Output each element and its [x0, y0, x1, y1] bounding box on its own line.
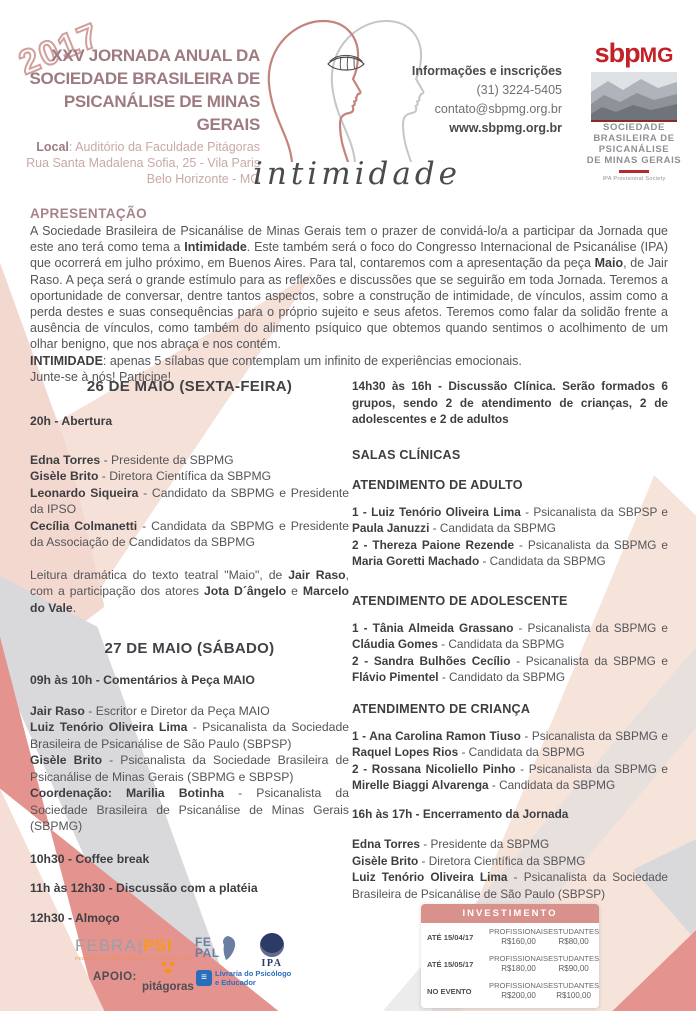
venue-value: : Auditório da Faculdade Pitágoras	[68, 140, 260, 154]
presentation-section	[30, 206, 668, 385]
book-icon: ≡	[196, 970, 212, 986]
schedule-left-column	[30, 372, 349, 926]
sbpmg-logo-name	[585, 40, 683, 71]
febrapsi-subtitle: FEDERAÇÃO BRASILEIRA DE PSICANÁLISE	[75, 957, 193, 962]
professionals-cell	[489, 981, 548, 1001]
speaker-line: Jair Raso - Escritor e Diretor da Peça MAIO	[30, 703, 270, 718]
sbpmg-tagline: IPA Provisional Society	[602, 176, 666, 182]
cell-title: ESTUDANTES	[548, 981, 600, 990]
atendimento-adulto-heading: ATENDIMENTO DE ADULTO	[352, 477, 523, 492]
day1-time-opening: 20h - Abertura	[30, 414, 113, 428]
sbpmg-line-1: SOCIEDADE	[603, 122, 665, 133]
investment-table	[421, 904, 599, 1008]
investment-row-label: NO EVENTO	[427, 986, 472, 996]
speaker-line: Coordenação: Marilia Botinha - Psicanalista da Sociedade Brasileira de Psicanálise de Minas Gerais (SBPMG)	[30, 786, 349, 833]
apoio-label: APOIO:	[93, 971, 137, 983]
presentation-paragraph: A Sociedade Brasileira de Psicanálise de Minas Gerais tem o prazer de convidá-lo/a a participar da Jornada que este ano terá como tema a Intimidade. Este também será o foco do Congresso Internacional de Psicanálise (IPA) que ocorrerá em julho próximo, em Buenos Aires. Para tal, contaremos com a apresentação da peça Maio, de Jair Raso. A peça será o grande estímulo para as reflexões e discussões que se seguirão em toda Jornada. Teremos a oportunidade de conversar, dentre tantos aspectos, sobre a construção de intimidade, de vínculos, assim como a perda destes e suas consequências para o próprio sujeito e seus afetos. Teremos como falar da solidão frente a ausência de vínculos, como também do alimento psíquico que obtemos quando sentimos o acolhimento de um olhar benigno, que nos abraça e nos contém.	[30, 224, 668, 352]
day2-time-discussion: 11h às 12h30 - Discussão com a platéia	[30, 881, 258, 895]
cell-value: R$160,00	[501, 937, 536, 946]
clinic-room-line: 1 - Tânia Almeida Grassano - Psicanalista da SBPMG e Cláudia Gomes - Candidata da SBPMG	[352, 620, 668, 651]
pitagoras-logo	[142, 961, 194, 993]
cell-title: PROFISSIONAIS	[489, 927, 549, 936]
closing-time-line: 16h às 17h - Encerramento da Jornada	[352, 806, 569, 821]
clinic-room-line: 1 - Luiz Tenório Oliveira Lima - Psicanalista da SBPSP e Paula Januzzi - Candidata da SBPMG	[352, 504, 668, 535]
febrapsi-suffix: PSI	[143, 936, 173, 955]
investment-row	[421, 950, 599, 977]
title-line-2: SOCIEDADE BRASILEIRA DE	[29, 69, 260, 88]
atendimento-crianca-heading: ATENDIMENTO DE CRIANÇA	[352, 701, 531, 716]
join-line: Junte-se à nós! Participe!	[30, 369, 172, 384]
livraria-label: Livraria do Psicólogo e Educador	[215, 969, 292, 987]
venue-line	[14, 139, 260, 155]
investment-row-label: ATÉ 15/04/17	[427, 932, 474, 942]
title-line-3: PSICANÁLISE DE MINAS GERAIS	[63, 92, 260, 134]
febrapsi-88-mark: 8 8	[137, 940, 143, 956]
pitagoras-label: pitágoras	[142, 981, 194, 993]
speaker-line: Edna Torres - Presidente da SBPMG	[30, 452, 234, 467]
students-cell	[548, 954, 599, 974]
investment-row-label: ATÉ 15/05/17	[427, 959, 474, 969]
fepal-letters: FE PAL	[195, 935, 220, 960]
day2-time-coffee: 10h30 - Coffee break	[30, 851, 150, 866]
day2-time-lunch: 12h30 - Almoço	[30, 910, 120, 925]
ipa-logo	[260, 933, 284, 969]
contact-title: Informações e inscrições	[411, 64, 562, 78]
address-line-2: Belo Horizonte - MG	[146, 172, 260, 186]
cell-value: R$80,00	[558, 937, 589, 946]
day2-heading: 27 DE MAIO (SÁBADO)	[104, 640, 275, 657]
south-america-map-icon	[220, 936, 236, 960]
day1-heading: 26 DE MAIO (SEXTA-FEIRA)	[86, 378, 293, 395]
mountains-icon	[591, 72, 677, 122]
speaker-line: Leonardo Siqueira - Candidato da SBPMG e Presidente da IPSO	[30, 485, 350, 516]
clinical-discussion-block: 14h30 às 16h - Discussão Clínica. Serão formados 6 grupos, sendo 2 de atendimento de crianças, 2 de adolescentes e 2 de adultos	[352, 379, 668, 426]
speaker-line: Gisèle Brito - Diretora Científica da SBPMG	[30, 469, 272, 483]
contact-website: www.sbpmg.org.br	[449, 121, 562, 135]
cell-title: PROFISSIONAIS	[489, 954, 549, 963]
leitura-paragraph: Leitura dramática do texto teatral "Maio", de Jair Raso, com a participação dos atores Jota D´ângelo e Marcelo do Vale.	[30, 567, 350, 615]
sbpmg-name-upper: MG	[639, 44, 674, 67]
intimidade-line: INTIMIDADE: apenas 5 sílabas que contemplam um infinito de experiências emocionais.	[30, 353, 522, 368]
day2-time-comments: 09h às 10h - Comentários à Peça MAIO	[30, 673, 255, 687]
sbpmg-line-4: DE MINAS GERAIS	[586, 155, 682, 166]
event-title-block	[14, 44, 260, 187]
fepal-logo	[195, 936, 236, 960]
clinic-room-line: 2 - Thereza Paione Rezende - Psicanalista da SBPMG e Maria Goretti Machado - Candidata da SBPMG	[352, 537, 668, 568]
febrapsi-prefix: FEBRA	[75, 936, 137, 955]
theme-word: intimidade	[252, 156, 462, 192]
closing-speaker-line: Gisèle Brito - Diretora Científica da SBPMG	[352, 853, 586, 868]
febrapsi-logo	[75, 936, 192, 962]
ipa-emblem-icon	[260, 933, 284, 957]
investment-row	[421, 977, 599, 1008]
atendimento-adolescente-heading: ATENDIMENTO DE ADOLESCENTE	[352, 593, 568, 608]
clinic-room-line: 2 - Rossana Nicoliello Pinho - Psicanalista da SBPMG e Mirelle Biaggi Alvarenga - Candidata da SBPMG	[352, 761, 668, 792]
professionals-cell	[489, 954, 548, 974]
livraria-logo	[196, 969, 291, 987]
speaker-line: Luiz Tenório Oliveira Lima - Psicanalista da Sociedade Brasileira de Psicanálise de São Paulo (SBPSP)	[30, 720, 349, 751]
cell-title: ESTUDANTES	[548, 927, 600, 936]
address-line-1: Rua Santa Madalena Sofia, 25 - Vila Paris	[26, 156, 260, 170]
contact-block	[396, 62, 562, 138]
students-cell	[548, 981, 599, 1001]
sbpmg-red-rule	[619, 170, 649, 173]
cell-title: ESTUDANTES	[548, 954, 600, 963]
sbpmg-line-2: BRASILEIRA DE	[593, 133, 675, 144]
investment-row	[421, 923, 599, 950]
venue-label: Local	[36, 140, 69, 154]
speaker-line: Gisèle Brito - Psicanalista da Sociedade Brasileira de Psicanálise de Minas Gerais (SBPMG e SBPSP)	[30, 753, 349, 784]
clinic-room-line: 2 - Sandra Bulhões Cecílio - Psicanalista da SBPMG e Flávio Pimentel - Candidato da SBPMG	[352, 653, 668, 684]
salas-clinicas-heading: SALAS CLÍNICAS	[352, 447, 461, 462]
speaker-line: Cecília Colmanetti - Candidata da SBPMG e Presidente da Associação de Candidatos da SBPMG	[30, 518, 350, 549]
presentation-heading: APRESENTAÇÃO	[30, 206, 148, 221]
cell-value: R$180,00	[501, 964, 536, 973]
professionals-cell	[489, 927, 548, 947]
cell-value: R$200,00	[501, 991, 536, 1000]
sbpmg-logo	[585, 40, 683, 182]
students-cell	[548, 927, 599, 947]
sbpmg-name-lower: sbp	[594, 38, 640, 68]
contact-phone: (31) 3224-5405	[476, 83, 562, 97]
investment-table-header: INVESTIMENTO	[421, 904, 599, 923]
year-outline-text: 2017	[13, 15, 106, 83]
clinic-room-line: 1 - Ana Carolina Ramon Tiuso - Psicanalista da SBPMG e Raquel Lopes Rios - Candidata da SBPMG	[352, 728, 668, 759]
ipa-label: IPA	[261, 958, 283, 969]
sbpmg-line-3: PSICANÁLISE	[598, 144, 670, 155]
closing-speaker-line: Luiz Tenório Oliveira Lima - Psicanalista da Sociedade Brasileira de Psicanálise de São Paulo (SBPSP)	[352, 870, 668, 901]
contact-email: contato@sbpmg.org.br	[434, 102, 562, 116]
pitagoras-mark-icon	[160, 961, 176, 976]
title-line-1: XXV JORNADA ANUAL DA	[51, 46, 260, 65]
closing-speaker-line: Edna Torres - Presidente da SBPMG	[352, 837, 550, 851]
rose-head-outline	[269, 21, 361, 162]
cell-value: R$100,00	[556, 991, 591, 1000]
cell-title: PROFISSIONAIS	[489, 981, 549, 990]
cell-value: R$90,00	[558, 964, 589, 973]
schedule-right-column	[352, 372, 668, 902]
